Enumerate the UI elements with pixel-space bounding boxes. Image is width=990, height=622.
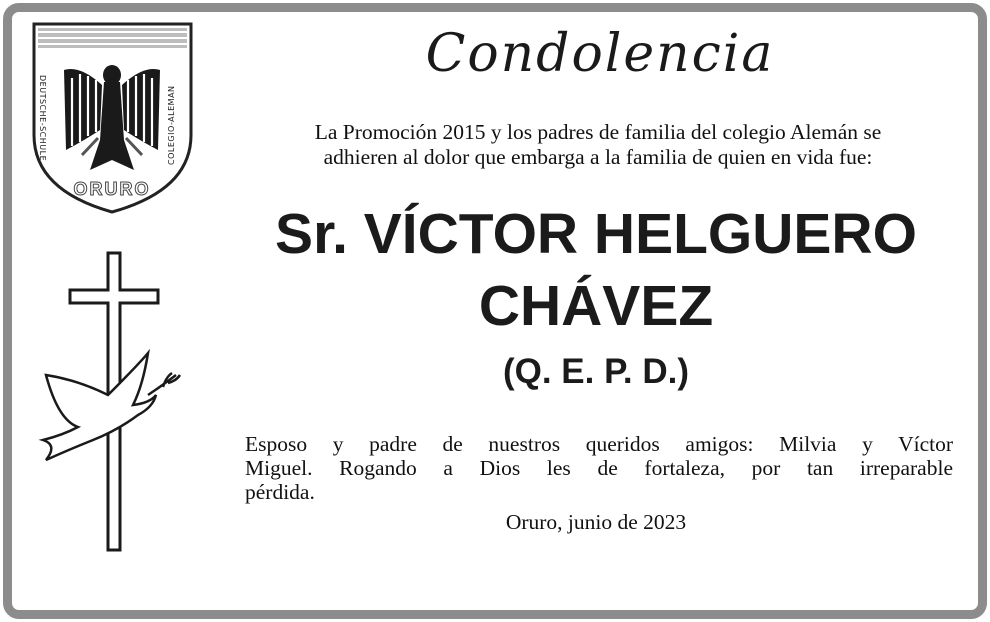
school-crest-icon xyxy=(30,20,195,215)
deceased-name xyxy=(240,198,952,342)
page-title: Condolencia xyxy=(425,24,775,84)
deceased-name-line: Sr. VÍCTOR HELGUERO xyxy=(275,202,917,266)
message-text xyxy=(245,432,953,504)
message-line: Miguel. Rogando a Dios les de fortaleza, por tan irreparable xyxy=(245,456,953,480)
message-line: pérdida. xyxy=(245,480,315,504)
intro-text xyxy=(248,120,948,170)
crest-right-text: COLEGIO-ALEMAN xyxy=(167,85,176,165)
deceased-name-line: CHÁVEZ xyxy=(478,274,714,338)
crest-left-text: DEUTSCHE-SCHULE xyxy=(38,75,47,162)
cross-dove-icon xyxy=(38,245,188,560)
message-line: Esposo y padre de nuestros queridos amigos: Milvia y Víctor xyxy=(245,432,953,456)
place-date: Oruro, junio de 2023 xyxy=(505,510,687,534)
intro-line: adhieren al dolor que embarga a la familia de quien en vida fue: xyxy=(323,145,873,169)
intro-line: La Promoción 2015 y los padres de familia del colegio Alemán se xyxy=(314,120,882,144)
qepd-label: (Q. E. P. D.) xyxy=(502,352,690,391)
crest-bottom-text: ORURO xyxy=(73,179,151,199)
